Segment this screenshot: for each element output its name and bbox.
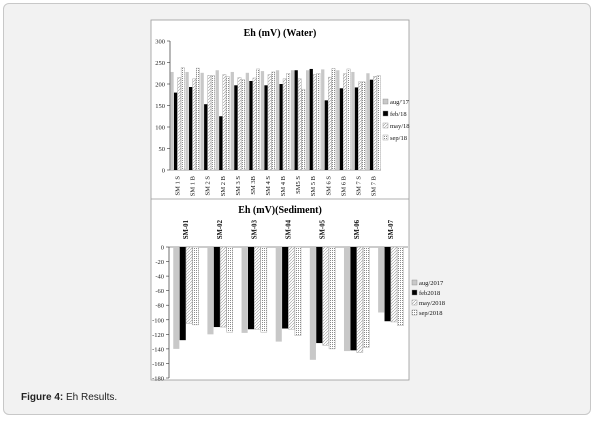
sed-bar <box>220 247 226 327</box>
water-bar <box>181 68 184 170</box>
water-legend-label: feb/18 <box>390 111 407 118</box>
water-bar <box>351 72 354 170</box>
sed-bar <box>391 247 397 322</box>
sed-bar <box>282 247 288 329</box>
sed-tick-label: -180 <box>152 375 164 383</box>
water-category-label: SM 3 S <box>234 176 242 196</box>
water-category-label: SM5 S <box>295 176 303 194</box>
water-legend-label: sep/18 <box>390 135 407 142</box>
water-bar <box>283 79 286 170</box>
water-category-label: SM 2 B <box>219 176 227 197</box>
water-bar <box>204 104 207 170</box>
water-bar <box>261 71 264 170</box>
sed-tick-label: -20 <box>155 259 164 267</box>
sed-tick-label: -40 <box>155 273 164 281</box>
sed-legend-swatch <box>412 290 417 295</box>
water-bar <box>279 84 282 170</box>
water-bar <box>347 69 350 170</box>
water-bar <box>332 69 335 170</box>
water-bar <box>328 77 331 170</box>
sed-legend-label: aug/2017 <box>419 280 444 287</box>
sed-bar <box>385 247 391 321</box>
water-category-label: SM 3B <box>249 176 257 195</box>
figure-chart <box>4 4 592 416</box>
water-bar <box>234 85 237 170</box>
sed-legend-swatch <box>412 310 417 315</box>
sed-bar <box>397 247 403 326</box>
sed-category-label: SM-01 <box>183 220 191 240</box>
water-tick-label: 150 <box>155 103 165 110</box>
sed-category-label: SM-07 <box>387 220 395 240</box>
water-chart-title: Eh (mV) (Water) <box>243 28 317 39</box>
figure-frame <box>3 3 591 415</box>
water-bar <box>302 89 305 170</box>
water-bar <box>196 68 199 170</box>
water-category-label: SM 5 B <box>310 176 318 197</box>
water-bar <box>317 73 320 170</box>
sed-category-label: SM-03 <box>251 220 259 240</box>
sed-bar <box>378 247 384 313</box>
water-category-label: SM 4 B <box>280 176 288 197</box>
water-tick-label: 0 <box>161 167 165 175</box>
water-bar <box>193 79 196 170</box>
water-bar <box>340 88 343 170</box>
figure-caption-text: Eh Results. <box>66 392 118 403</box>
sed-bar <box>323 247 329 345</box>
water-bar <box>185 72 188 170</box>
sed-bar <box>192 247 198 325</box>
sed-bar <box>329 247 335 349</box>
sed-bar <box>248 247 254 329</box>
sed-category-label: SM-06 <box>353 220 361 240</box>
water-bar <box>295 70 298 170</box>
water-bar <box>216 70 219 170</box>
water-bar <box>231 72 234 170</box>
water-bar <box>246 73 249 170</box>
water-bar <box>366 73 369 170</box>
water-legend-label: aug/'17 <box>390 99 409 106</box>
water-tick-label: 100 <box>155 124 165 132</box>
sed-bar <box>261 247 267 332</box>
water-category-label: SM 6 B <box>340 176 348 197</box>
water-category-label: SM 2 S <box>204 176 212 196</box>
water-bar <box>253 78 256 170</box>
water-legend-swatch <box>383 123 388 128</box>
water-bar <box>241 80 244 170</box>
sed-legend-label: feb2018 <box>419 290 441 297</box>
water-tick-label: 300 <box>155 38 165 46</box>
water-bar <box>208 75 211 170</box>
water-category-label: SM 7 S <box>355 176 363 196</box>
water-bar <box>370 80 373 170</box>
water-category-label: SM 1 B <box>189 176 197 197</box>
water-legend-swatch <box>383 111 388 116</box>
water-bar <box>287 73 290 170</box>
water-bar <box>178 78 181 170</box>
sed-bar <box>242 247 248 333</box>
water-bar <box>256 69 259 170</box>
sed-tick-label: -60 <box>155 288 164 296</box>
water-tick-label: 250 <box>155 60 165 67</box>
water-bar <box>358 82 361 170</box>
water-bar <box>264 85 267 170</box>
water-tick-label: 50 <box>158 146 165 153</box>
sed-bar <box>186 247 192 323</box>
sed-bar <box>363 247 369 347</box>
sed-tick-label: -100 <box>152 317 164 325</box>
water-bar <box>321 69 324 170</box>
sed-bar <box>173 247 179 349</box>
water-bar <box>189 87 192 170</box>
water-legend-swatch <box>383 135 388 140</box>
sed-tick-label: 0 <box>160 244 164 252</box>
water-bar <box>373 76 376 170</box>
water-bar <box>343 74 346 170</box>
water-bar <box>268 75 271 170</box>
water-bar <box>298 79 301 170</box>
water-category-label: SM 7 B <box>370 176 378 197</box>
water-bar <box>377 75 380 170</box>
water-legend-label: may/18 <box>390 123 410 130</box>
water-bar <box>291 70 294 170</box>
water-bar <box>238 78 241 170</box>
water-bar <box>226 77 229 170</box>
sed-category-label: SM-05 <box>319 220 327 240</box>
water-bar <box>211 75 214 170</box>
water-category-label: SM 6 S <box>325 176 333 196</box>
sed-legend-label: may/2018 <box>419 300 445 307</box>
sed-tick-label: -140 <box>152 346 164 354</box>
water-bar <box>272 72 275 170</box>
water-bar <box>336 70 339 170</box>
sed-bar <box>254 247 260 329</box>
sed-bar <box>350 247 356 350</box>
water-legend-swatch <box>383 99 388 104</box>
figure-label: Figure 4: <box>21 392 64 403</box>
sed-bar <box>227 247 233 332</box>
water-tick-label: 200 <box>155 81 165 89</box>
water-bar <box>313 75 316 170</box>
sed-legend-swatch <box>412 280 417 285</box>
sed-legend-label: sep/2018 <box>419 310 443 317</box>
figure-caption <box>21 392 117 403</box>
water-category-label: SM 4 S <box>264 176 272 196</box>
sed-legend-swatch <box>412 300 417 305</box>
sed-category-label: SM-04 <box>285 220 293 240</box>
sed-bar <box>180 247 186 340</box>
water-bar <box>170 72 173 170</box>
sediment-chart-title: Eh (mV)(Sediment) <box>238 205 322 216</box>
water-bar <box>362 82 365 170</box>
water-bar <box>174 93 177 170</box>
water-bar <box>325 100 328 170</box>
sed-bar <box>344 247 350 351</box>
water-category-label: SM 1 S <box>174 176 182 196</box>
sed-tick-label: -80 <box>155 302 164 310</box>
water-bar <box>310 69 313 170</box>
water-bar <box>355 87 358 170</box>
water-bar <box>201 73 204 170</box>
water-bar <box>249 81 252 170</box>
water-bar <box>223 75 226 170</box>
sed-bar <box>207 247 213 334</box>
sed-bar <box>295 247 301 336</box>
sed-bar <box>276 247 282 342</box>
sediment-legend <box>412 280 445 317</box>
sed-category-label: SM-02 <box>217 220 225 240</box>
sed-bar <box>289 247 295 329</box>
water-bar <box>306 70 309 170</box>
water-bar <box>219 116 222 170</box>
water-bar <box>276 70 279 170</box>
sed-tick-label: -120 <box>152 331 164 339</box>
sed-bar <box>310 247 316 360</box>
sed-bar <box>316 247 322 343</box>
sed-tick-label: -160 <box>152 360 164 368</box>
sed-bar <box>214 247 220 327</box>
sed-bar <box>357 247 363 353</box>
